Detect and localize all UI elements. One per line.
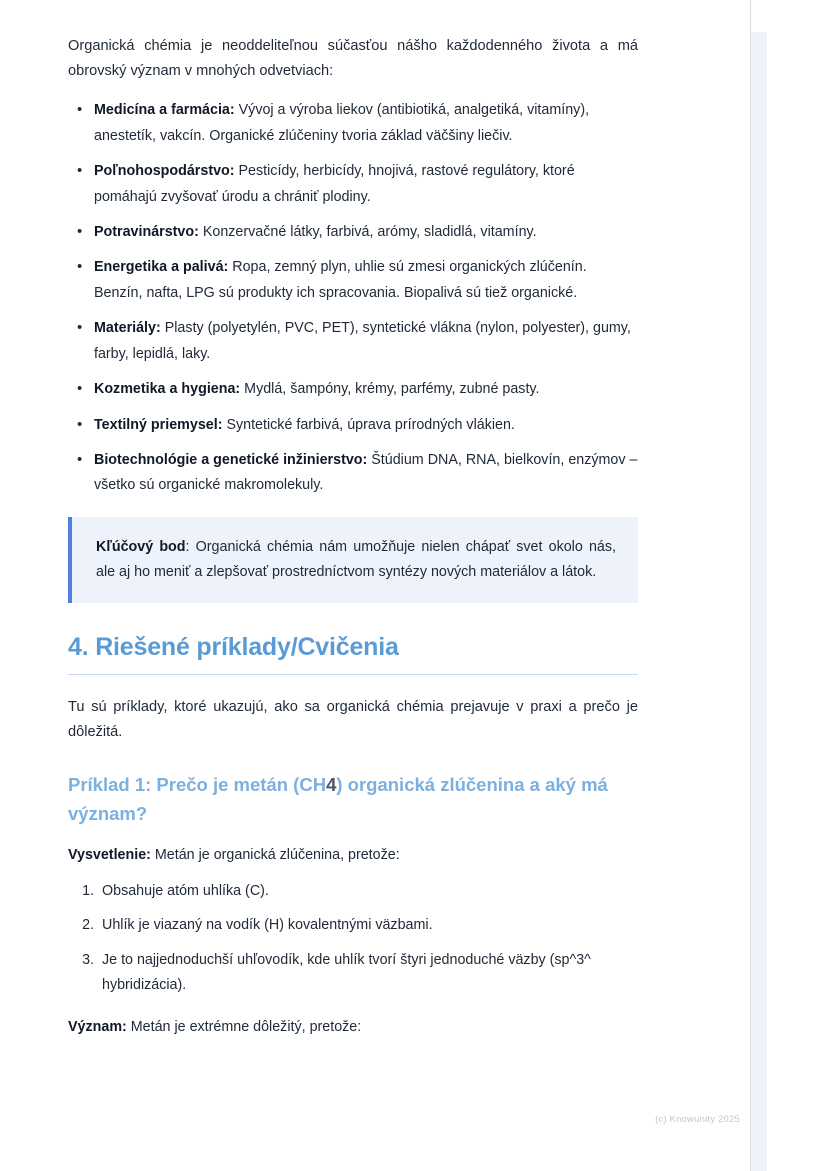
section-divider	[68, 674, 638, 675]
list-item	[94, 377, 638, 402]
list-item: 2. Uhlík je viazaný na vodík (H) kovalentnými väzbami.	[98, 913, 638, 938]
meaning-text: Metán je extrémne dôležitý, pretože:	[126, 1018, 362, 1035]
key-point-callout	[68, 517, 638, 603]
example-title-part1: Príklad 1: Prečo je metán (CH	[68, 774, 327, 796]
explanation-steps	[68, 879, 638, 999]
copyright-footer: (c) Knowunity 2025	[655, 1114, 740, 1125]
callout-lead: Kľúčový bod	[96, 538, 186, 555]
list-item-text: Ropa, zemný plyn, uhlie sú zmesi organických zlúčenín. Benzín, nafta, LPG sú produkty ich spracovania. Biopalivá sú tiež organické.	[94, 259, 587, 301]
list-item	[94, 220, 638, 245]
meaning-label: Význam:	[68, 1018, 127, 1035]
intro-paragraph: Organická chémia je neoddeliteľnou súčasťou nášho každodenného života a má obrovský význam v mnohých odvetviach:	[68, 38, 638, 80]
example-title-part2: ) organická zlúčenina a aký má význam?	[68, 774, 608, 825]
list-item-label: Potravinárstvo:	[94, 223, 199, 240]
list-item-text: Vývoj a výroba liekov (antibiotiká, analgetiká, vitamíny), anestetík, vakcín. Organické zlúčeniny tvoria základ väčšiny liečiv.	[94, 102, 590, 144]
section-heading: 4. Riešené príklady/Cvičenia	[68, 633, 399, 662]
callout-text: : Organická chémia nám umožňuje nielen chápať svet okolo nás, ale aj ho meniť a zlepšovať prostredníctvom syntézy nových materiálov a látok.	[96, 538, 616, 581]
list-item-label: Biotechnológie a genetické inžinierstvo:	[94, 452, 368, 468]
list-item	[94, 413, 638, 438]
meaning-line	[68, 1015, 638, 1039]
list-item-text: Plasty (polyetylén, PVC, PET), syntetické vlákna (nylon, polyester), gumy, farby, lepidlá, laky.	[94, 320, 631, 362]
list-item-text: Pesticídy, herbicídy, hnojivá, rastové regulátory, ktoré pomáhajú zvyšovať úrodu a chrániť plodiny.	[94, 163, 575, 205]
list-item: 3. Je to najjednoduchší uhľovodík, kde uhlík tvorí štyri jednoduché väzby (sp^3^ hybridizácia).	[98, 948, 638, 999]
explanation-label: Vysvetlenie:	[68, 846, 151, 863]
list-item	[94, 98, 638, 149]
callout-paragraph	[96, 535, 616, 585]
list-item	[94, 316, 638, 367]
scrollbar-thumb[interactable]	[751, 32, 767, 1171]
list-item-label: Poľnohospodárstvo:	[94, 163, 235, 180]
example-heading	[68, 771, 638, 828]
section-paragraph: Tu sú príklady, ktoré ukazujú, ako sa organická chémia prejavuje v praxi a prečo je dôležitá.	[68, 699, 638, 741]
list-item: 1. Obsahuje atóm uhlíka (C).	[98, 879, 638, 904]
list-item-label: Medicína a farmácia:	[94, 102, 235, 119]
list-item-label: Textilný priemysel:	[94, 416, 223, 433]
list-item-text: Štúdium DNA, RNA, bielkovín, enzýmov – všetko sú organické makromolekuly.	[94, 452, 638, 494]
list-item-text: Mydlá, šampóny, krémy, parfémy, zubné pasty.	[240, 381, 540, 398]
scrollbar[interactable]	[750, 0, 828, 1171]
list-item	[94, 159, 638, 210]
list-item-label: Energetika a palivá:	[94, 259, 229, 276]
list-item	[94, 448, 638, 499]
list-item	[94, 255, 638, 306]
benefits-list	[68, 98, 638, 499]
list-item-label: Kozmetika a hygiena:	[94, 381, 241, 398]
explanation-line	[68, 843, 638, 867]
list-item-label: Materiály:	[94, 320, 161, 337]
example-title-subscript: 4	[326, 774, 337, 796]
list-item-text: Konzervačné látky, farbivá, arómy, sladidlá, vitamíny.	[198, 223, 537, 240]
list-item-text: Syntetické farbivá, úprava prírodných vlákien.	[222, 416, 515, 433]
explanation-text: Metán je organická zlúčenina, pretože:	[150, 846, 400, 863]
